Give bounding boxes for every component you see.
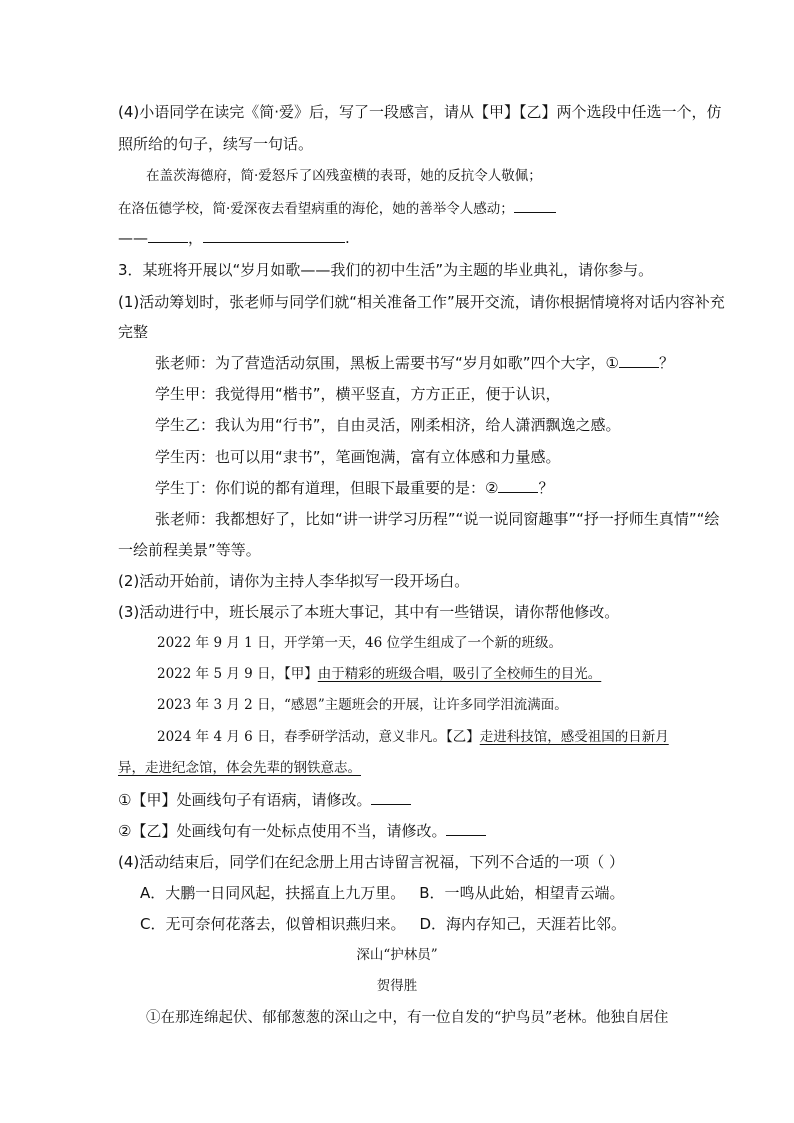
dialog-student-a: 学生甲：我觉得用“楷书”，横平竖直，方方正正，便于认识， <box>155 385 561 403</box>
answer-blank[interactable] <box>203 228 345 243</box>
event-3: 2023 年 3 月 2 日，“感恩”主题班会的开展，让许多同学泪流满面。 <box>157 697 568 713</box>
dialog-student-b: 学生乙：我认为用“行书”，自由灵活，刚柔相济，给人潇洒飘逸之感。 <box>155 416 621 434</box>
q3-title: 3．某班将开展以“岁月如歌——我们的初中生活”为主题的毕业典礼，请你参与。 <box>118 261 654 279</box>
dialog-teacher-2-line1: 张老师：我都想好了，比如“讲一讲学习历程”“说一说同窗趣事”“抒一抒师生真情”“绘 <box>155 510 720 528</box>
answer-blank[interactable] <box>498 478 538 493</box>
q4-example-line2-row <box>118 198 556 219</box>
fix-2: ②【乙】处画线句有一处标点使用不当，请修改。 <box>118 821 486 841</box>
underlined-sentence-jia: 由于精彩的班级合唱，吸引了全校师生的目光。 <box>317 666 602 682</box>
underlined-sentence-yi-part1: 走进科技馆，感受祖国的日新月 <box>479 729 669 745</box>
reading-title: 深山“护林员” <box>356 947 438 963</box>
q4-intro-line2: 照所给的句子，续写一句话。 <box>118 135 314 153</box>
q3-p1-line1: (1)活动筹划时，张老师与同学们就“相关准备工作”展开交流，请你根据情境将对话内容补充 <box>118 293 725 311</box>
dialog-student-c: 学生丙：也可以用“隶书”，笔画饱满，富有立体感和力量感。 <box>155 448 561 466</box>
options-row-1 <box>140 883 625 903</box>
answer-blank[interactable] <box>371 790 411 805</box>
options-row-2 <box>140 914 626 934</box>
answer-blank[interactable] <box>446 821 486 836</box>
dialog-teacher-1: 张老师：为了营造活动氛围，黑板上需要书写“岁月如歌”四个大字，① ？ <box>155 354 675 372</box>
q3-p2: (2)活动开始前，请你为主持人李华拟写一段开场白。 <box>118 572 470 590</box>
dialog-student-d: 学生丁：你们说的都有道理，但眼下最重要的是：② ？ <box>155 479 554 497</box>
option-d[interactable]: D．海内存知己，天涯若比邻。 <box>419 915 627 933</box>
answer-blank[interactable] <box>619 353 659 368</box>
q4-answer-line: —— ， . <box>118 229 350 247</box>
answer-blank[interactable] <box>514 198 556 213</box>
option-c[interactable]: C．无可奈何花落去，似曾相识燕归来。 <box>140 915 406 933</box>
q3-p3: (3)活动进行中，班长展示了本班大事记，其中有一些错误，请你帮他修改。 <box>118 603 620 621</box>
reading-author: 贺得胜 <box>376 978 418 994</box>
option-b[interactable]: B．一鸣从此始，相望青云端。 <box>419 884 625 902</box>
q4-dash: —— <box>118 229 148 247</box>
reading-para-1: ①在那连绵起伏、郁郁葱葱的深山之中，有一位自发的“护鸟员”老林。他独自居住 <box>146 1010 669 1026</box>
q4-example-line1: 在盖茨海德府，简·爱怒斥了凶残蛮横的表哥，她的反抗令人敬佩； <box>146 168 542 184</box>
dialog-teacher-2-line2: 一绘前程美景”等等。 <box>118 541 261 559</box>
event-4-line2 <box>118 758 361 778</box>
answer-blank[interactable] <box>148 228 188 243</box>
q4-example-line2: 在洛伍德学校，简·爱深夜去看望病重的海伦，她的善举令人感动； <box>118 201 514 217</box>
fix-1: ①【甲】处画线句子有语病，请修改。 <box>118 790 411 810</box>
event-1: 2022 年 9 月 1 日，开学第一天，46 位学生组成了一个新的班级。 <box>157 635 562 651</box>
q4-comma: ， <box>188 229 204 247</box>
q3-p4: (4)活动结束后，同学们在纪念册上用古诗留言祝福，下列不合适的一项（ ） <box>118 853 625 871</box>
option-a[interactable]: A．大鹏一日同风起，扶摇直上九万里。 <box>140 884 406 902</box>
q4-intro-line1: (4)小语同学在读完《简·爱》后，写了一段感言，请从【甲】【乙】两个选段中任选一个，仿 <box>118 103 722 121</box>
event-2: 2022 年 5 月 9 日，【甲】由于精彩的班级合唱，吸引了全校师生的目光。 <box>157 666 602 682</box>
underlined-sentence-yi-part2: 异，走进纪念馆，体会先辈的钢铁意志。 <box>118 760 361 776</box>
event-4-line1: 2024 年 4 月 6 日，春季研学活动，意义非凡。【乙】走进科技馆，感受祖国的日新月 <box>157 729 669 745</box>
q3-p1-line2: 完整 <box>118 323 149 341</box>
